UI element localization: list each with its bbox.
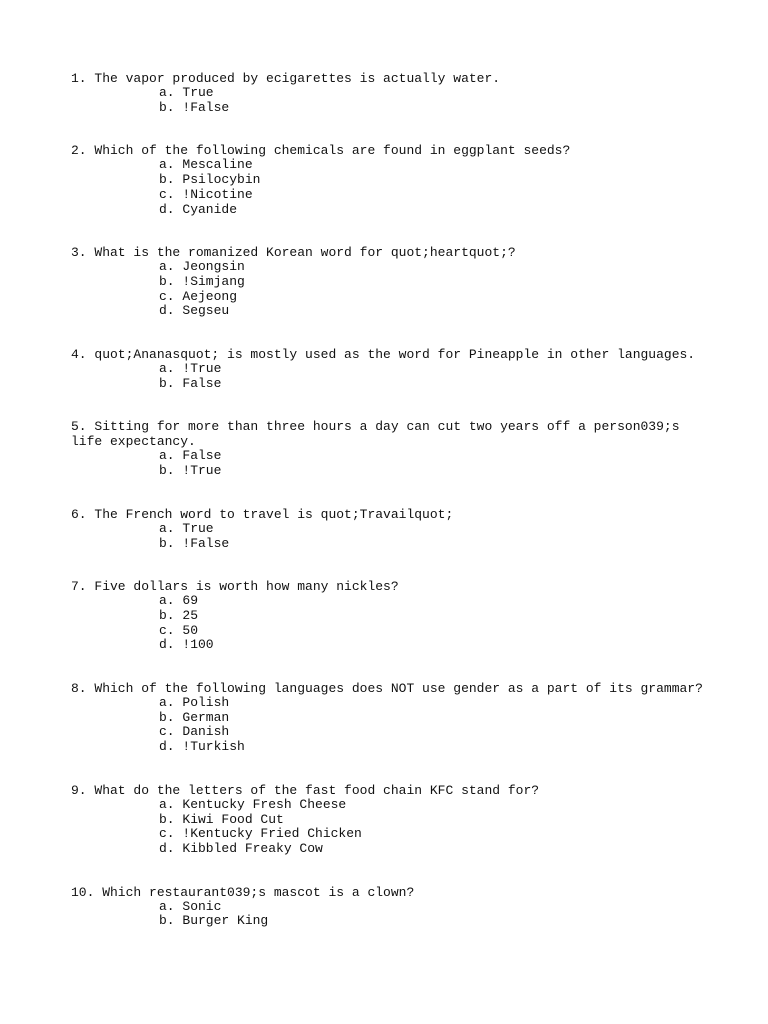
answer-option: d. !100: [159, 637, 214, 653]
answer-list: [71, 86, 711, 115]
question-block: [71, 579, 711, 653]
question-text: 3. What is the romanized Korean word for quot;heartquot;?: [71, 245, 516, 261]
answer-option: b. Burger King: [159, 913, 269, 929]
answer-option: a. Kentucky Fresh Cheese: [159, 796, 347, 812]
answer-list: [71, 696, 711, 755]
question-text: 2. Which of the following chemicals are found in eggplant seeds?: [71, 143, 571, 159]
question-text: 9. What do the letters of the fast food chain KFC stand for?: [71, 782, 540, 798]
answer-option: a. Mescaline: [159, 157, 253, 173]
answer-option: a. Sonic: [159, 898, 222, 914]
answer-option: a. 69: [159, 593, 199, 609]
answer-option: b. !False: [159, 535, 230, 551]
question-block: [71, 783, 711, 857]
question-text: 6. The French word to travel is quot;Travailquot;: [71, 506, 454, 522]
answer-option: a. False: [159, 448, 222, 464]
answer-option: d. Kibbled Freaky Cow: [159, 840, 323, 856]
answer-option: b. Kiwi Food Cut: [159, 811, 284, 827]
answer-list: [71, 449, 711, 478]
answer-option: a. True: [159, 85, 214, 100]
answer-list: [71, 594, 711, 653]
question-block: [71, 347, 711, 391]
answer-option: b. !True: [159, 463, 222, 479]
answer-option: c. Danish: [159, 724, 230, 740]
question-text: 5. Sitting for more than three hours a day can cut two years off a person039;s life expectancy.: [71, 419, 688, 450]
question-text: 8. Which of the following languages does NOT use gender as a part of its grammar?: [71, 681, 703, 697]
question-block: [71, 885, 711, 929]
answer-option: a. True: [159, 520, 214, 536]
answer-list: [71, 798, 711, 857]
answer-option: d. !Turkish: [159, 739, 245, 755]
question-block: [71, 143, 711, 217]
answer-option: b. !Simjang: [159, 273, 245, 289]
answer-list: [71, 260, 711, 319]
question-text: 1. The vapor produced by ecigarettes is actually water.: [71, 71, 501, 86]
question-block: [71, 419, 711, 478]
answer-option: c. !Kentucky Fried Chicken: [159, 826, 362, 842]
question-text: 10. Which restaurant039;s mascot is a clown?: [71, 884, 415, 900]
answer-option: a. !True: [159, 361, 222, 377]
question-block: [71, 681, 711, 755]
answer-option: b. False: [159, 375, 222, 391]
answer-option: b. German: [159, 709, 230, 725]
answer-option: d. Cyanide: [159, 201, 238, 217]
question-block: [71, 507, 711, 551]
answer-option: b. !False: [159, 99, 230, 115]
question-block: [71, 71, 711, 115]
question-text: 7. Five dollars is worth how many nickles?: [71, 579, 399, 595]
answer-list: [71, 522, 711, 551]
quiz-document: [71, 71, 711, 957]
question-block: [71, 245, 711, 319]
answer-option: c. !Nicotine: [159, 186, 253, 202]
answer-list: [71, 362, 711, 391]
answer-option: d. Segseu: [159, 303, 230, 319]
answer-option: a. Polish: [159, 695, 230, 711]
answer-option: a. Jeongsin: [159, 259, 245, 275]
answer-option: b. Psilocybin: [159, 172, 261, 188]
answer-list: [71, 900, 711, 929]
answer-option: c. Aejeong: [159, 288, 238, 304]
answer-option: b. 25: [159, 607, 199, 623]
question-text: 4. quot;Ananasquot; is mostly used as the word for Pineapple in other languages.: [71, 347, 696, 363]
answer-option: c. 50: [159, 622, 199, 638]
answer-list: [71, 158, 711, 217]
